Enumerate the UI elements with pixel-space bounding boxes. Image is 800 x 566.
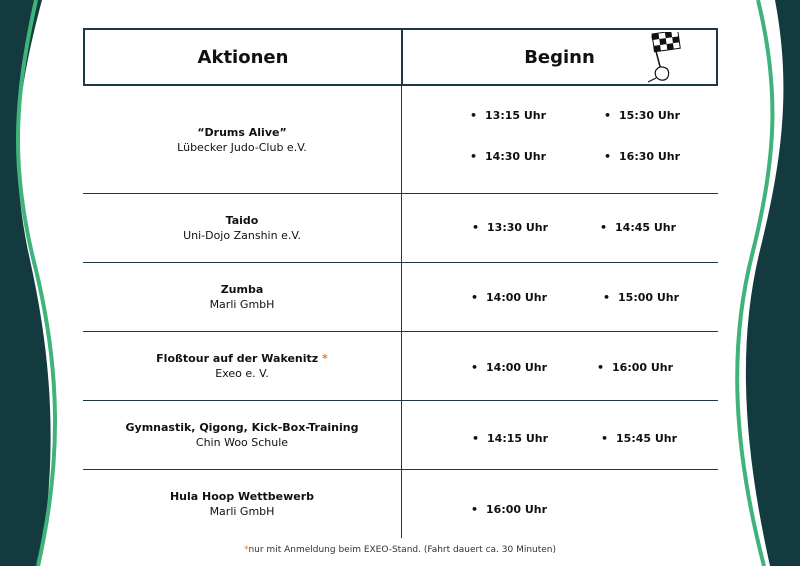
row-divider xyxy=(83,262,718,263)
schedule-table xyxy=(83,28,718,540)
time-slot: • 15:00 Uhr xyxy=(603,291,679,304)
activity-org: Exeo e. V. xyxy=(215,367,269,380)
activity-name: Taido xyxy=(225,214,259,227)
left-dark-wave xyxy=(0,0,51,566)
footnote-star: * xyxy=(322,352,328,365)
footnote-star: * xyxy=(243,545,249,555)
time-slot: • 15:45 Uhr xyxy=(601,432,677,445)
activity-name xyxy=(83,351,401,366)
activity-org: Lübecker Judo-Club e.V. xyxy=(177,141,307,154)
time-slot: • 14:00 Uhr xyxy=(471,361,547,374)
time-slot: • 14:15 Uhr xyxy=(472,432,548,445)
activity-taido xyxy=(83,213,401,243)
activity-name: Gymnastik, Qigong, Kick-Box-Training xyxy=(125,421,359,434)
activity-gymnastik xyxy=(83,420,401,450)
activity-name: Zumba xyxy=(220,283,264,296)
activity-flosstour xyxy=(83,351,401,381)
activity-drums-alive xyxy=(83,125,401,155)
activity-org: Marli GmbH xyxy=(209,505,275,518)
footnote-text: nur mit Anmeldung beim EXEO-Stand. (Fahrt dauert ca. 30 Minuten) xyxy=(248,545,557,555)
time-slot: • 15:30 Uhr xyxy=(604,109,680,122)
activity-org: Chin Woo Schule xyxy=(195,436,289,449)
row-divider xyxy=(83,469,718,470)
time-slot: • 16:30 Uhr xyxy=(604,150,680,163)
activity-name: “Drums Alive” xyxy=(197,126,287,139)
footnote xyxy=(0,545,800,555)
column-divider xyxy=(401,86,402,538)
time-slot: • 16:00 Uhr xyxy=(471,503,547,516)
row-divider xyxy=(83,193,718,194)
time-slot: • 14:30 Uhr xyxy=(470,150,546,163)
time-slot: • 13:30 Uhr xyxy=(472,221,548,234)
time-slot: • 14:45 Uhr xyxy=(600,221,676,234)
activity-name-text: Floßtour auf der Wakenitz xyxy=(156,352,319,365)
time-slot: • 16:00 Uhr xyxy=(597,361,673,374)
activity-hula-hoop xyxy=(83,489,401,519)
activity-zumba xyxy=(83,282,401,312)
row-divider xyxy=(83,400,718,401)
activity-name: Hula Hoop Wettbewerb xyxy=(169,490,315,503)
header-start: Beginn xyxy=(401,28,718,86)
time-slot: • 13:15 Uhr xyxy=(470,109,546,122)
header-actions: Aktionen xyxy=(83,28,403,86)
activity-org: Uni-Dojo Zanshin e.V. xyxy=(183,229,301,242)
time-slot: • 14:00 Uhr xyxy=(471,291,547,304)
row-divider xyxy=(83,331,718,332)
checkered-flag-icon xyxy=(642,32,682,84)
activity-org: Marli GmbH xyxy=(209,298,275,311)
